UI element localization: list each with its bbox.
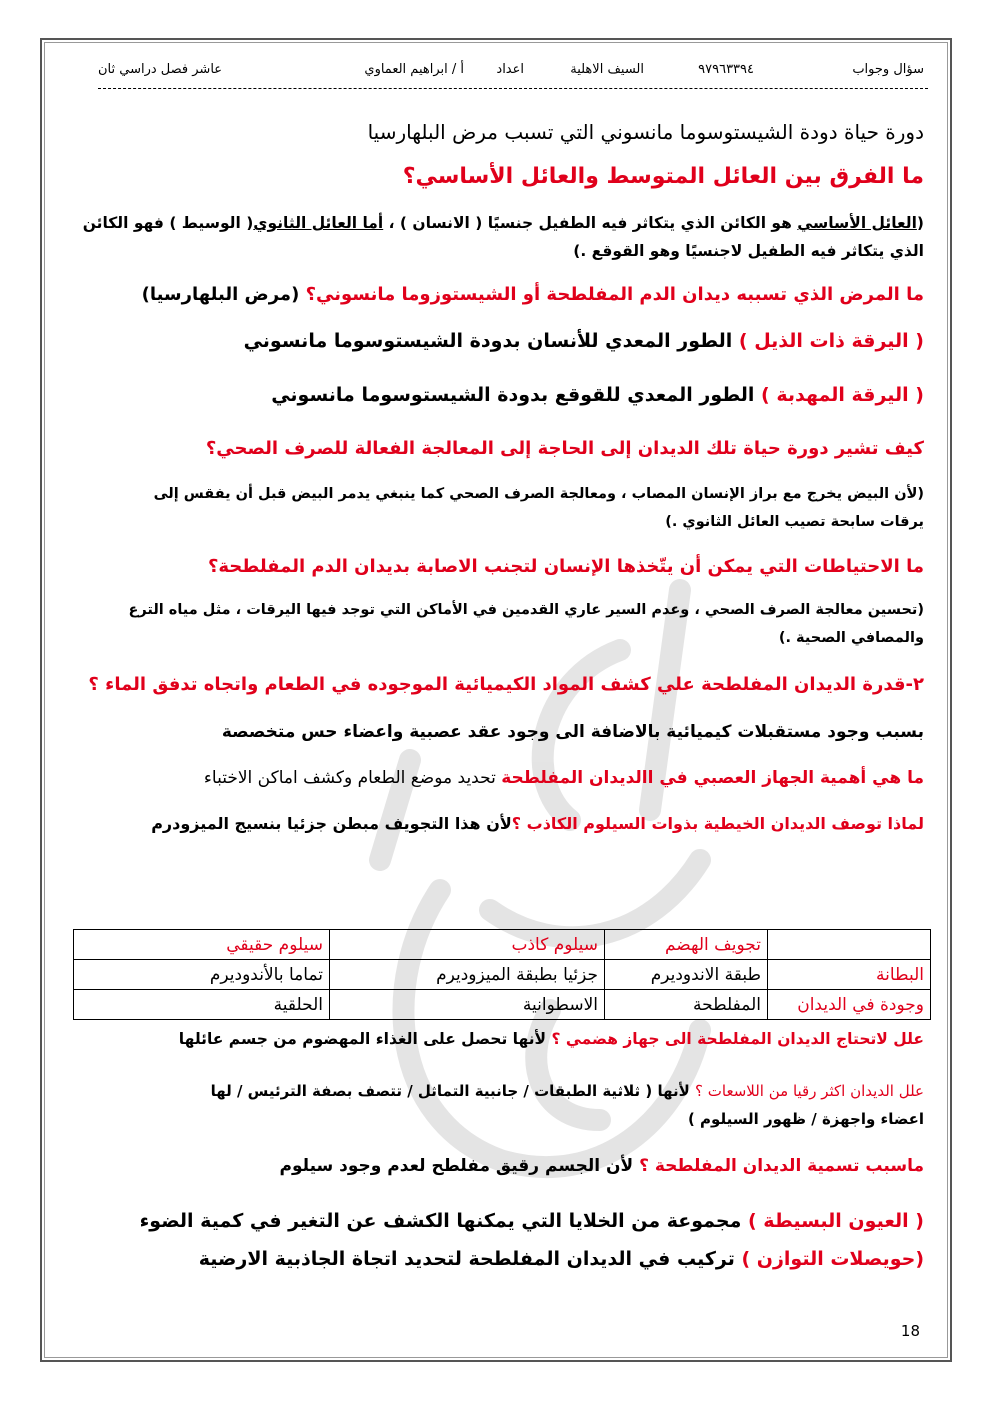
table-row-label: البطانة	[768, 960, 931, 990]
question-chemical-detection: ٢-قدرة الديدان المفلطحة علي كشف المواد الكيميائية الموجوده في الطعام واتجاه تدفق الماء ؟	[88, 674, 924, 695]
term-eyespots-label: ( العيون البسيطة )	[748, 1210, 924, 1232]
larva-ciliated	[70, 384, 924, 438]
table-row-label: وجودة في الديدان	[768, 990, 931, 1020]
answer-precautions-line1: (تحسين معالجة الصرف الصحي ، وعدم السير عاري القدمين في الأماكن التي توجد فيها اليرقات ، مثل مياه الترع	[128, 602, 924, 618]
table-row	[74, 960, 931, 990]
answer-disease: (مرض البلهارسيا)	[141, 284, 306, 305]
question-digestive	[70, 1030, 924, 1082]
answer-chemical-detection: بسبب وجود مستقبلات كيميائية بالاضافة الى وجود عقد عصبية واعضاء حس متخصصة	[221, 722, 924, 742]
term-statocysts	[70, 1248, 924, 1286]
question-pseudocoelom-text: لماذا توصف الديدان الخيطية بذوات السيلوم الكاذب ؟	[511, 814, 924, 833]
header-grade: عاشر فصل دراسي ثان	[98, 62, 223, 77]
desc-statocysts: تركيب في الديدان المفلطحة لتحديد اتجاة الجاذبية الارضية	[198, 1248, 742, 1270]
table-header-cell: سيلوم كاذب	[330, 930, 605, 960]
header-phone: ٩٧٩٦٣٣٩٤	[698, 62, 754, 77]
question-precautions: ما الاحتياطات التي يمكن أن يتّخذها الإنسان لتجنب الاصابة بديدان الدم المفلطحة؟	[207, 556, 924, 577]
table-header-cell: سيلوم حقيقي	[74, 930, 330, 960]
question-pseudocoelom	[70, 814, 924, 854]
answer-advanced-line1: لأنها ( ثلاثية الطبقات / جانبية التماثل / تتصف بصفة الترئيس / لها	[210, 1082, 696, 1100]
table-cell: الاسطوانية	[330, 990, 605, 1020]
answer-hosts-text: هو الكائن الذي يتكاثر فيه الطفيل جنسيًا ( الانسان ) ،	[383, 214, 798, 232]
answer-precautions-line2: والمصافي الصحية .)	[778, 630, 924, 646]
table-cell: تماما بالأندوديرم	[74, 960, 330, 990]
table-cell: الحلقية	[74, 990, 330, 1020]
answer-flatworm-name: لأن الجسم رقيق مفلطح لعدم وجود سيلوم	[279, 1156, 640, 1176]
larva-tailed	[70, 330, 924, 384]
page-content-lower	[70, 1030, 924, 1286]
question-sanitation: كيف تشير دورة حياة تلك الديدان إلى الحاجة إلى المعالجة الفعالة للصرف الصحي؟	[205, 438, 924, 459]
intro-line: دورة حياة دودة الشيستوسوما مانسوني التي تسبب مرض البلهارسيا	[367, 120, 924, 144]
term-statocysts-label: (حويصلات التوازن )	[741, 1248, 924, 1270]
header-school: السيف الاهلية	[570, 62, 644, 77]
answer-nervous-system: تحديد موضع الطعام وكشف اماكن الاختباء	[203, 768, 502, 788]
question-hosts: ما الفرق بين العائل المتوسط والعائل الأساسي؟	[402, 164, 924, 189]
page-number: 18	[900, 1322, 920, 1340]
question-disease	[70, 284, 924, 330]
term-ciliated-larva: ( اليرقة المهدبة )	[761, 384, 924, 406]
term-primary-host: العائل الأساسي	[797, 214, 917, 232]
desc-tailed-larva: الطور المعدي للأنسان بدودة الشيستوسوما مانسوني	[243, 330, 739, 352]
table-header-cell: تجويف الهضم	[605, 930, 768, 960]
desc-eyespots: مجموعة من الخلايا التي يمكنها الكشف عن التغير في كمية الضوء	[139, 1210, 748, 1232]
question-nervous-system	[70, 768, 924, 814]
desc-ciliated-larva: الطور المعدي للقوقع بدودة الشيستوسوما مانسوني	[271, 384, 762, 406]
header-divider	[98, 88, 928, 89]
term-tailed-larva: ( اليرقة ذات الذيل )	[738, 330, 924, 352]
table-header-cell	[768, 930, 931, 960]
question-flatworm-name	[70, 1156, 924, 1210]
answer-sanitation-line2: يرقات سابحة تصيب العائل الثانوي .)	[665, 514, 924, 530]
answer-hosts-line2: الذي يتكاثر فيه الطفيل لاجنسيًا وهو القوقع .)	[573, 242, 924, 260]
table-header-row	[74, 930, 931, 960]
table-cell: المفلطحة	[605, 990, 768, 1020]
question-advanced-text: علل الديدان اكثر رقيا من اللاسعات ؟	[695, 1082, 924, 1100]
svg-text:أ / ابراهيم العماوي: أ / ابراهيم العماوي	[120, 552, 197, 563]
coelom-comparison-table	[73, 929, 931, 1020]
term-secondary-host: أما العائل الثانوي	[253, 214, 384, 232]
table-cell: طبقة الاندوديرم	[605, 960, 768, 990]
question-advanced	[70, 1082, 924, 1110]
page-header	[98, 62, 924, 84]
question-digestive-text: علل لاتحتاج الديدان المفلطحة الى جهاز هضمي ؟	[551, 1030, 924, 1048]
answer-hosts-line1	[70, 214, 924, 242]
header-title: سؤال وجواب	[852, 62, 924, 77]
table-row	[74, 990, 931, 1020]
question-flatworm-name-text: ماسبب تسمية الديدان المفلطحة ؟	[639, 1156, 924, 1176]
term-eyespots	[70, 1210, 924, 1248]
answer-hosts-text2: ( الوسيط ) فهو الكائن	[82, 214, 254, 232]
page-content	[70, 120, 924, 854]
header-prepared-label: اعداد	[496, 62, 524, 77]
paren: (	[916, 214, 924, 232]
question-disease-text: ما المرض الذي تسببه ديدان الدم المفلطحة أو الشيستوزوما مانسوني؟	[305, 284, 924, 305]
answer-sanitation-line1: (لأن البيض يخرج مع براز الإنسان المصاب ، ومعالجة الصرف الصحي كما ينبغي يدمر البيض قبل أن يفقس إلى	[153, 486, 924, 502]
answer-digestive: لأنها تحصل على الغذاء المهضوم من جسم عائلها	[178, 1030, 552, 1048]
table-cell: جزئيا بطبقة الميزوديرم	[330, 960, 605, 990]
answer-pseudocoelom: لأن هذا التجويف مبطن جزئيا بنسيج الميزودرم	[151, 814, 512, 833]
question-nervous-text: ما هي أهمية الجهاز العصبي في االديدان المفلطحة	[501, 768, 924, 788]
answer-advanced-line2: اعضاء واجهزة / ظهور السيلوم )	[687, 1110, 924, 1128]
header-teacher: أ / ابراهيم العماوي	[364, 62, 464, 77]
